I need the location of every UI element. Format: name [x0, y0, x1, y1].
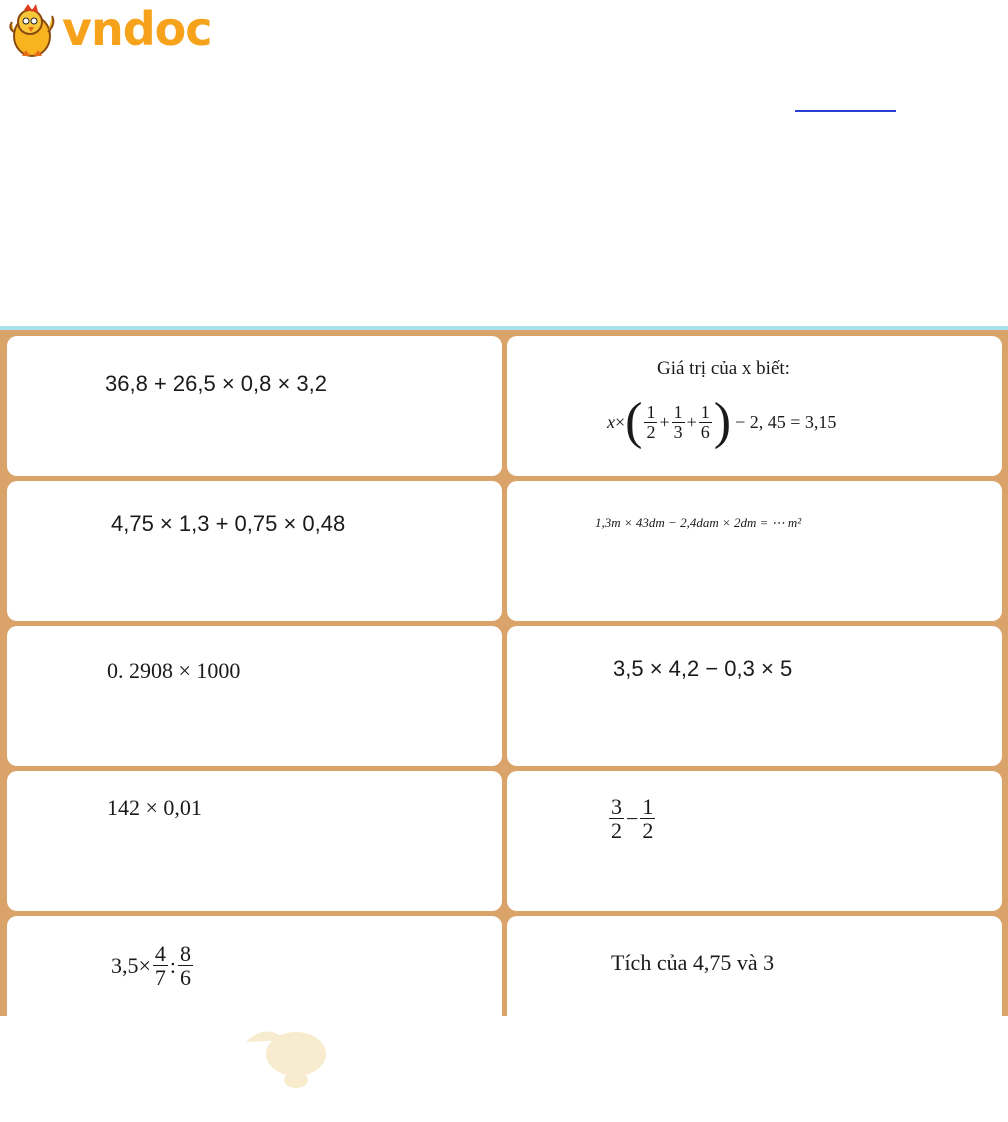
card-expression-5[interactable]: [7, 771, 502, 911]
card-expression-2[interactable]: [7, 481, 502, 621]
card-text: Tích của 4,75 và 3: [611, 950, 775, 975]
hyperlink-underline[interactable]: [795, 110, 896, 112]
fraction: $\frac{3}{2}$: [611, 794, 622, 844]
card-text: 36,8 + 26,5 × 0,8 × 3,2: [105, 371, 328, 396]
card-text: 4,75 × 1,3 + 0,75 × 0,48: [111, 511, 346, 536]
vndoc-logo[interactable]: [4, 2, 224, 62]
chicken-watermark-icon: [236, 1022, 346, 1092]
card-find-x[interactable]: [507, 336, 1002, 476]
equation: x × ( $\frac{1}{2}$ + $\frac{1}{3}$ + $\frac{1}{6}$ ) − 2, 45 = 3,15: [607, 393, 837, 450]
card-expression-1[interactable]: [7, 336, 502, 476]
fraction: $\frac{1}{3}$: [673, 401, 683, 442]
expression: 3,5× $\frac{4}{7}$ : $\frac{8}{6}$: [111, 941, 192, 991]
fraction: $\frac{1}{2}$: [642, 794, 654, 844]
fraction: $\frac{8}{6}$: [180, 941, 192, 991]
card-text: 1,3m × 43dm − 2,4dam × 2dm = ⋯ m²: [595, 515, 802, 530]
card-text: 0. 2908 × 1000: [107, 658, 241, 683]
card-expression-4[interactable]: [507, 626, 1002, 766]
expression: $\frac{3}{2}$ − $\frac{1}{2}$: [611, 794, 654, 844]
chicken-mascot-icon: [4, 2, 60, 60]
card-text: 142 × 0,01: [107, 795, 202, 820]
card-unit-conversion[interactable]: [507, 481, 1002, 621]
card-fraction-subtraction[interactable]: [507, 771, 1002, 911]
card-expression-3[interactable]: [7, 626, 502, 766]
card-board: [0, 326, 1008, 1016]
card-title: Giá trị của x biết:: [657, 358, 790, 379]
card-product[interactable]: [507, 916, 1002, 1016]
brand-name: vndoc: [62, 2, 212, 56]
fraction: $\frac{1}{6}$: [700, 401, 710, 442]
card-fraction-division[interactable]: [7, 916, 502, 1016]
fraction: $\frac{1}{2}$: [646, 401, 656, 442]
card-text: 3,5 × 4,2 − 0,3 × 5: [613, 656, 793, 681]
fraction: $\frac{4}{7}$: [154, 941, 166, 991]
